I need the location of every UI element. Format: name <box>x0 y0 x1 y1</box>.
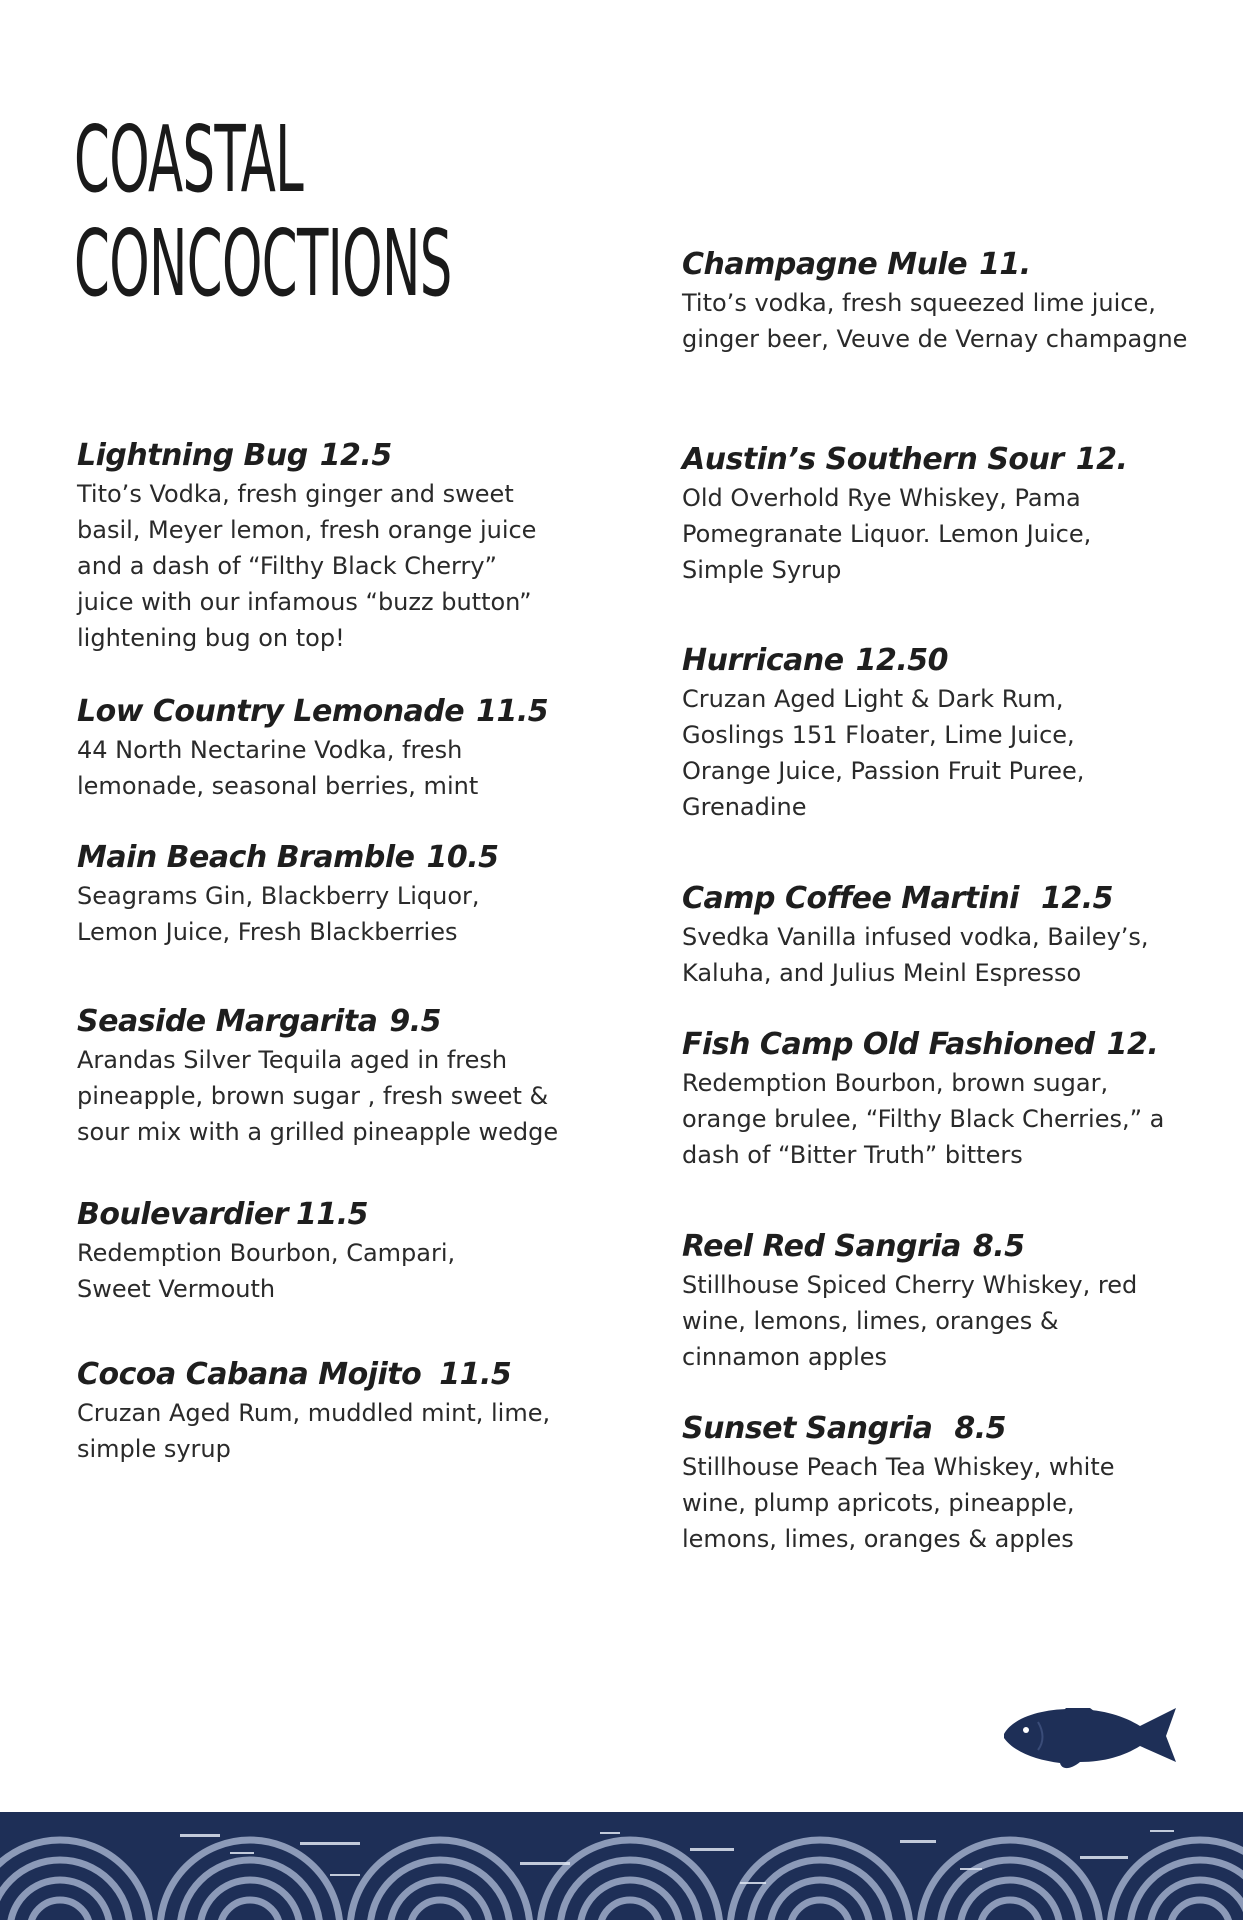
drink-price: 11.5 <box>295 1197 368 1232</box>
drink-price: 10.5 <box>426 840 499 875</box>
drink-description: Tito’s vodka, fresh squeezed lime juice, ginger beer, Veuve de Vernay champagne <box>682 289 1188 353</box>
menu-item-hurricane <box>682 643 1202 825</box>
drink-price: 12.5 <box>1040 881 1113 916</box>
drink-name: Low Country Lemonade 11.5 <box>77 694 549 729</box>
menu-item-low-country-lemonade <box>77 694 577 804</box>
drink-price: 12.50 <box>855 643 948 678</box>
menu-item-austins-southern-sour <box>682 442 1202 588</box>
drink-name: Sunset Sangria 8.5 <box>682 1411 1006 1446</box>
drink-price: 11.5 <box>476 694 549 729</box>
menu-item-cocoa-cabana-mojito <box>77 1357 577 1467</box>
drink-description: Cruzan Aged Light & Dark Rum, Goslings 151 Floater, Lime Juice, Orange Juice, Passion Fruit Puree, Grenadine <box>682 685 1085 821</box>
drink-name: Main Beach Bramble 10.5 <box>77 840 499 875</box>
drink-price: 12. <box>1106 1027 1159 1062</box>
drink-price: 8.5 <box>972 1229 1025 1264</box>
menu-item-seaside-margarita <box>77 1004 577 1150</box>
drink-description: Stillhouse Spiced Cherry Whiskey, red wine, lemons, limes, oranges & cinnamon apples <box>682 1271 1138 1371</box>
drink-price: 8.5 <box>954 1411 1006 1446</box>
page-title-line-2: CONCOCTIONS <box>74 210 452 317</box>
drink-name: Boulevardier 11.5 <box>77 1197 368 1232</box>
footer-wave-band <box>0 1812 1243 1920</box>
drink-description: Arandas Silver Tequila aged in fresh pineapple, brown sugar , fresh sweet & sour mix with a grilled pineapple wedge <box>77 1046 559 1146</box>
drink-price: 12. <box>1075 442 1128 477</box>
drink-description: Svedka Vanilla infused vodka, Bailey’s, Kaluha, and Julius Meinl Espresso <box>682 923 1149 987</box>
menu-item-camp-coffee-martini <box>682 881 1202 991</box>
drink-description: Seagrams Gin, Blackberry Liquor, Lemon Juice, Fresh Blackberries <box>77 882 480 946</box>
menu-item-fish-camp-old-fashioned <box>682 1027 1202 1173</box>
menu-item-boulevardier <box>77 1197 577 1307</box>
drink-description: Tito’s Vodka, fresh ginger and sweet basil, Meyer lemon, fresh orange juice and a dash of “Filthy Black Cherry” juice with our infamous “buzz button” lightening bug on top! <box>77 480 537 652</box>
drink-name: Camp Coffee Martini 12.5 <box>682 881 1113 916</box>
menu-item-champagne-mule <box>682 247 1202 357</box>
drink-name: Austin’s Southern Sour 12. <box>682 442 1128 477</box>
menu-item-lightning-bug <box>77 438 577 656</box>
menu-item-main-beach-bramble <box>77 840 577 950</box>
drink-description: 44 North Nectarine Vodka, fresh lemonade, seasonal berries, mint <box>77 736 479 800</box>
page-title <box>74 108 452 316</box>
page-title-line-1: COASTAL <box>74 106 304 213</box>
drink-price: 11. <box>979 247 1031 282</box>
drink-description: Old Overhold Rye Whiskey, Pama Pomegranate Liquor. Lemon Juice, Simple Syrup <box>682 484 1092 584</box>
drink-description: Stillhouse Peach Tea Whiskey, white wine, plump apricots, pineapple, lemons, limes, oranges & apples <box>682 1453 1115 1553</box>
drink-name: Cocoa Cabana Mojito 11.5 <box>77 1357 512 1392</box>
drink-name: Lightning Bug 12.5 <box>77 438 392 473</box>
wave-pattern <box>0 1812 1243 1920</box>
drink-price: 11.5 <box>439 1357 512 1392</box>
drink-name: Hurricane 12.50 <box>682 643 948 678</box>
drink-name: Fish Camp Old Fashioned 12. <box>682 1027 1159 1062</box>
drink-price: 12.5 <box>319 438 392 473</box>
drink-description: Redemption Bourbon, brown sugar, orange brulee, “Filthy Black Cherries,” a dash of “Bitter Truth” bitters <box>682 1069 1165 1169</box>
drink-name: Champagne Mule 11. <box>682 247 1031 282</box>
drink-description: Redemption Bourbon, Campari, Sweet Vermouth <box>77 1239 456 1303</box>
menu-item-reel-red-sangria <box>682 1229 1202 1375</box>
drink-description: Cruzan Aged Rum, muddled mint, lime, simple syrup <box>77 1399 551 1463</box>
drink-price: 9.5 <box>389 1004 442 1039</box>
drink-name: Reel Red Sangria 8.5 <box>682 1229 1025 1264</box>
drink-name: Seaside Margarita 9.5 <box>77 1004 442 1039</box>
menu-item-sunset-sangria <box>682 1411 1202 1557</box>
fish-icon <box>1000 1700 1180 1770</box>
